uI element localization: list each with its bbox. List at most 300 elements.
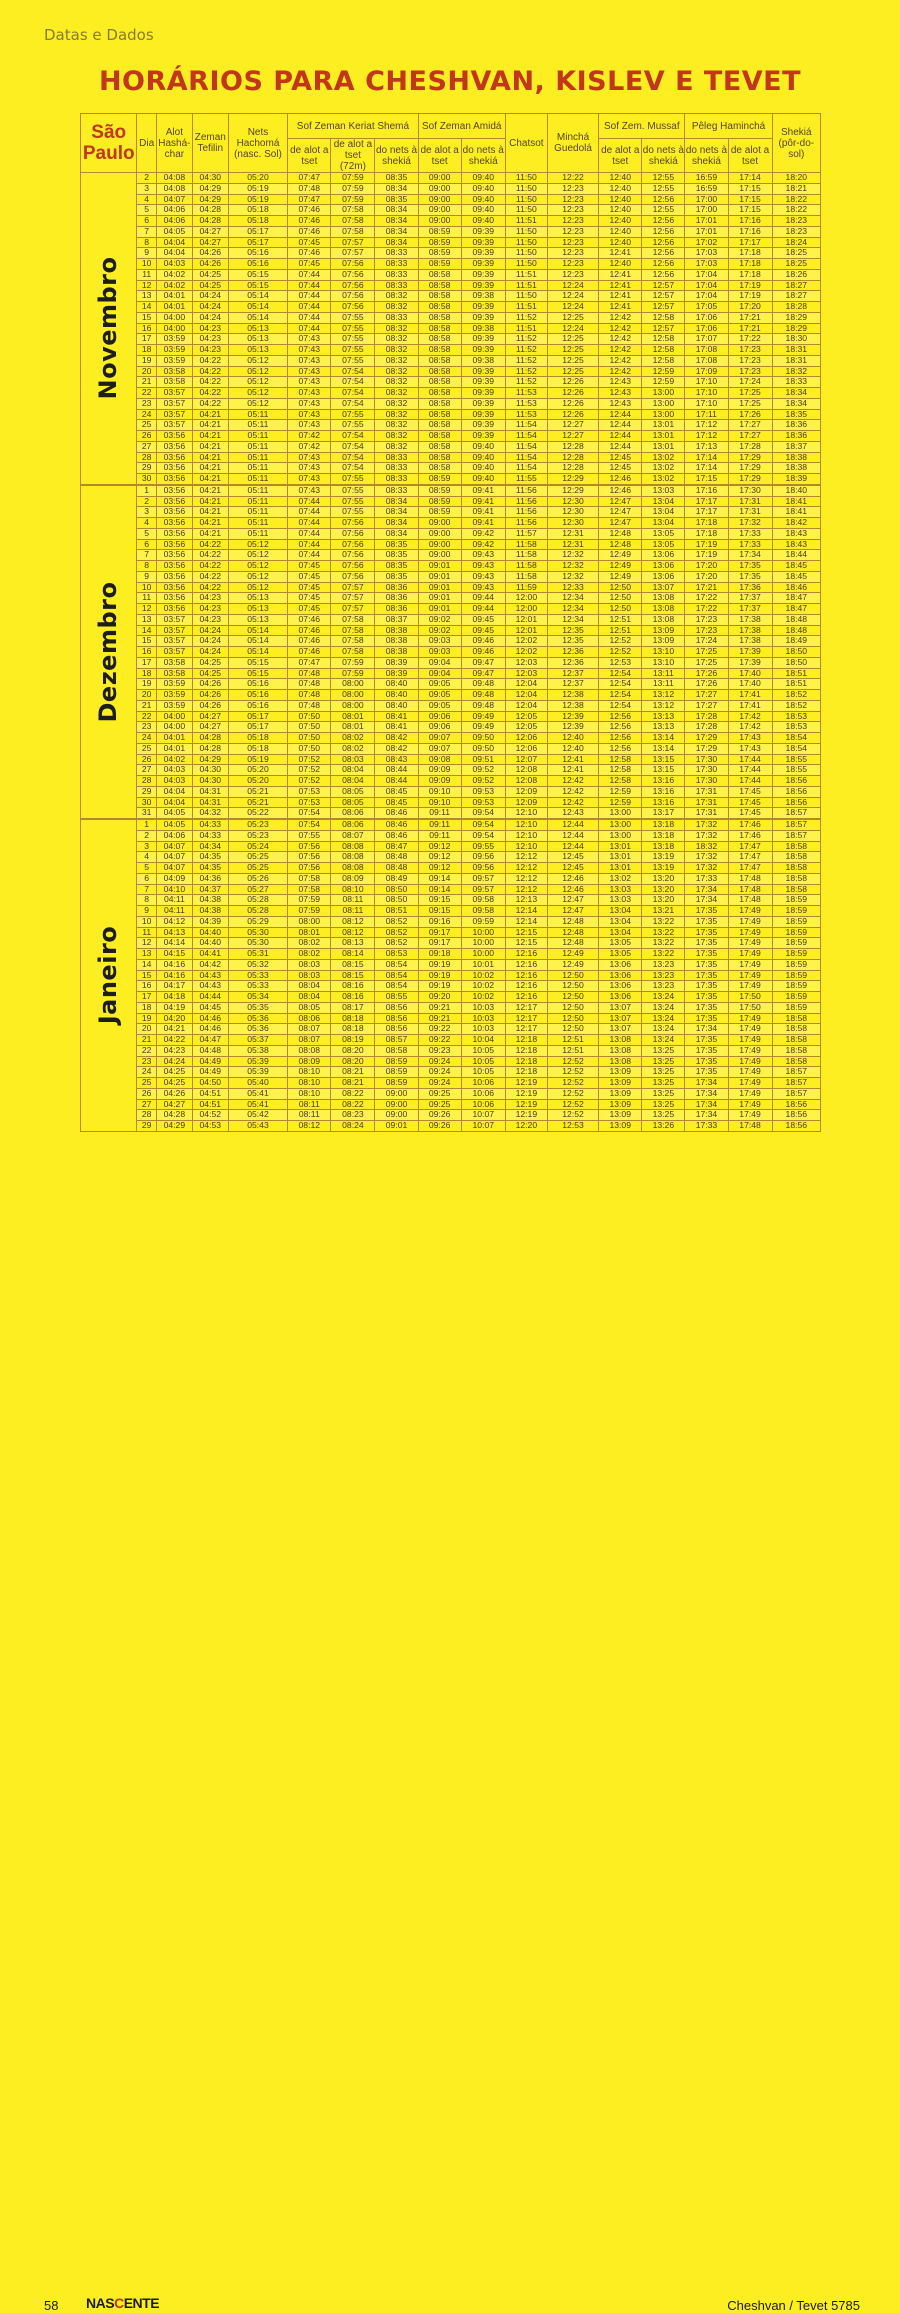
day-cell: 10	[137, 259, 156, 270]
time-cell: 03:56	[156, 431, 192, 442]
time-cell: 12:39	[547, 711, 598, 722]
time-cell: 09:46	[461, 647, 505, 658]
time-cell: 17:29	[728, 474, 772, 485]
time-cell: 09:39	[461, 259, 505, 270]
table-row	[81, 614, 821, 625]
day-cell: 22	[137, 711, 156, 722]
time-cell: 04:40	[192, 938, 228, 949]
time-cell: 17:49	[728, 1067, 772, 1078]
time-cell: 03:57	[156, 636, 192, 647]
time-cell: 08:56	[375, 1024, 418, 1035]
day-cell: 19	[137, 1013, 156, 1024]
time-cell: 09:56	[461, 852, 505, 863]
time-cell: 05:42	[228, 1110, 288, 1121]
time-cell: 09:40	[461, 463, 505, 474]
table-row	[81, 786, 821, 797]
time-cell: 05:34	[228, 992, 288, 1003]
table-row	[81, 280, 821, 291]
time-cell: 13:07	[599, 1013, 642, 1024]
day-cell: 8	[137, 895, 156, 906]
time-cell: 12:14	[505, 906, 547, 917]
time-cell: 17:35	[685, 916, 728, 927]
time-cell: 03:57	[156, 614, 192, 625]
time-cell: 03:56	[156, 474, 192, 485]
time-cell: 17:23	[685, 614, 728, 625]
subheader: do nets à shekiá	[642, 139, 685, 173]
time-cell: 05:11	[228, 463, 288, 474]
time-cell: 09:22	[418, 1035, 461, 1046]
time-cell: 04:26	[156, 1088, 192, 1099]
time-cell: 12:23	[547, 226, 598, 237]
time-cell: 08:35	[375, 173, 418, 184]
time-cell: 08:16	[331, 981, 375, 992]
time-cell: 08:34	[375, 507, 418, 518]
time-cell: 17:25	[685, 647, 728, 658]
time-cell: 18:58	[772, 1045, 820, 1056]
time-cell: 09:26	[418, 1110, 461, 1121]
time-cell: 04:28	[192, 743, 228, 754]
time-cell: 18:36	[772, 431, 820, 442]
time-cell: 18:43	[772, 528, 820, 539]
time-cell: 08:14	[331, 949, 375, 960]
time-cell: 18:23	[772, 216, 820, 227]
time-cell: 09:51	[461, 754, 505, 765]
time-cell: 12:49	[547, 949, 598, 960]
time-cell: 05:12	[228, 550, 288, 561]
time-cell: 12:28	[547, 441, 598, 452]
time-cell: 08:54	[375, 970, 418, 981]
day-cell: 21	[137, 377, 156, 388]
time-cell: 11:53	[505, 398, 547, 409]
time-cell: 07:56	[331, 302, 375, 313]
time-cell: 08:40	[375, 679, 418, 690]
table-row	[81, 647, 821, 658]
time-cell: 11:52	[505, 334, 547, 345]
time-cell: 09:39	[461, 237, 505, 248]
time-cell: 13:01	[599, 841, 642, 852]
time-cell: 08:04	[331, 765, 375, 776]
time-cell: 03:58	[156, 668, 192, 679]
time-cell: 12:16	[505, 959, 547, 970]
time-cell: 12:38	[547, 700, 598, 711]
time-cell: 04:26	[192, 700, 228, 711]
time-cell: 09:25	[418, 1088, 461, 1099]
time-cell: 08:00	[331, 700, 375, 711]
time-cell: 07:52	[288, 776, 331, 787]
time-cell: 08:32	[375, 366, 418, 377]
time-cell: 12:46	[547, 873, 598, 884]
time-cell: 09:39	[461, 269, 505, 280]
time-cell: 08:01	[331, 711, 375, 722]
time-cell: 08:32	[375, 398, 418, 409]
time-cell: 08:50	[375, 884, 418, 895]
time-cell: 12:31	[547, 528, 598, 539]
time-cell: 18:59	[772, 992, 820, 1003]
time-cell: 05:16	[228, 259, 288, 270]
time-cell: 09:17	[418, 927, 461, 938]
table-row	[81, 571, 821, 582]
time-cell: 04:03	[156, 259, 192, 270]
time-cell: 04:01	[156, 743, 192, 754]
time-cell: 12:40	[599, 226, 642, 237]
time-cell: 13:20	[642, 895, 685, 906]
time-cell: 07:46	[288, 205, 331, 216]
time-cell: 05:40	[228, 1078, 288, 1089]
time-cell: 07:54	[331, 452, 375, 463]
time-cell: 04:30	[192, 173, 228, 184]
time-cell: 13:06	[642, 550, 685, 561]
day-cell: 19	[137, 355, 156, 366]
time-cell: 18:57	[772, 1067, 820, 1078]
time-cell: 07:43	[288, 485, 331, 496]
table-row	[81, 593, 821, 604]
time-cell: 13:24	[642, 1013, 685, 1024]
time-cell: 04:25	[156, 1067, 192, 1078]
time-cell: 08:34	[375, 183, 418, 194]
time-cell: 05:11	[228, 528, 288, 539]
time-cell: 17:48	[728, 895, 772, 906]
time-cell: 07:56	[331, 539, 375, 550]
time-cell: 07:58	[331, 636, 375, 647]
day-cell: 17	[137, 657, 156, 668]
time-cell: 17:35	[685, 992, 728, 1003]
time-cell: 11:52	[505, 355, 547, 366]
time-cell: 07:50	[288, 722, 331, 733]
time-cell: 12:40	[599, 173, 642, 184]
time-cell: 07:47	[288, 173, 331, 184]
time-cell: 12:56	[599, 743, 642, 754]
time-cell: 18:45	[772, 561, 820, 572]
time-cell: 18:54	[772, 733, 820, 744]
time-cell: 18:47	[772, 593, 820, 604]
time-cell: 09:39	[461, 420, 505, 431]
time-cell: 12:05	[505, 722, 547, 733]
time-cell: 08:34	[375, 528, 418, 539]
time-cell: 12:36	[547, 657, 598, 668]
time-cell: 05:17	[228, 237, 288, 248]
time-cell: 18:56	[772, 1099, 820, 1110]
time-cell: 17:16	[728, 226, 772, 237]
time-cell: 07:58	[288, 884, 331, 895]
time-cell: 12:06	[505, 733, 547, 744]
time-cell: 09:17	[418, 938, 461, 949]
time-cell: 07:55	[288, 830, 331, 841]
time-cell: 13:01	[599, 863, 642, 874]
time-cell: 12:04	[505, 700, 547, 711]
time-cell: 09:39	[461, 377, 505, 388]
time-cell: 07:50	[288, 711, 331, 722]
time-cell: 09:44	[461, 604, 505, 615]
time-cell: 09:41	[461, 518, 505, 529]
time-cell: 13:01	[642, 420, 685, 431]
time-cell: 18:27	[772, 280, 820, 291]
header-zeman-tefilin: Zeman Tefilin	[192, 114, 228, 173]
time-cell: 11:54	[505, 431, 547, 442]
time-cell: 05:35	[228, 1002, 288, 1013]
time-cell: 09:08	[418, 754, 461, 765]
time-cell: 12:40	[599, 205, 642, 216]
time-cell: 04:22	[192, 561, 228, 572]
time-cell: 07:59	[288, 906, 331, 917]
day-cell: 23	[137, 1056, 156, 1067]
header-shekia: Shekiá (pôr-do-sol)	[772, 114, 820, 173]
header-pleg: Pêleg Haminchá	[685, 114, 772, 139]
time-cell: 12:47	[547, 895, 598, 906]
time-cell: 09:15	[418, 906, 461, 917]
time-cell: 13:04	[599, 916, 642, 927]
time-cell: 09:05	[418, 679, 461, 690]
time-cell: 04:23	[192, 345, 228, 356]
time-cell: 12:32	[547, 571, 598, 582]
time-cell: 07:48	[288, 700, 331, 711]
time-cell: 12:16	[505, 981, 547, 992]
time-cell: 13:09	[599, 1110, 642, 1121]
time-cell: 12:15	[505, 927, 547, 938]
time-cell: 17:04	[685, 280, 728, 291]
time-cell: 03:56	[156, 561, 192, 572]
time-cell: 18:25	[772, 248, 820, 259]
day-cell: 24	[137, 1067, 156, 1078]
time-cell: 09:39	[461, 398, 505, 409]
time-cell: 11:50	[505, 183, 547, 194]
time-cell: 12:01	[505, 614, 547, 625]
time-cell: 05:30	[228, 927, 288, 938]
time-cell: 03:59	[156, 679, 192, 690]
time-cell: 07:59	[331, 183, 375, 194]
time-cell: 12:41	[599, 248, 642, 259]
day-cell: 20	[137, 690, 156, 701]
table-row	[81, 226, 821, 237]
time-cell: 13:00	[642, 388, 685, 399]
time-cell: 12:42	[547, 776, 598, 787]
time-cell: 13:24	[642, 992, 685, 1003]
time-cell: 13:04	[642, 496, 685, 507]
time-cell: 08:59	[375, 1056, 418, 1067]
time-cell: 12:25	[547, 355, 598, 366]
time-cell: 03:58	[156, 366, 192, 377]
time-cell: 05:11	[228, 409, 288, 420]
time-cell: 04:21	[192, 474, 228, 485]
time-cell: 12:27	[547, 431, 598, 442]
time-cell: 18:58	[772, 1035, 820, 1046]
time-cell: 09:01	[418, 571, 461, 582]
time-cell: 04:03	[156, 776, 192, 787]
header-nets: Nets Hachomá (nasc. Sol)	[228, 114, 288, 173]
time-cell: 13:06	[599, 959, 642, 970]
time-cell: 18:50	[772, 657, 820, 668]
day-cell: 7	[137, 226, 156, 237]
time-cell: 04:31	[192, 797, 228, 808]
time-cell: 07:56	[331, 561, 375, 572]
table-row	[81, 711, 821, 722]
time-cell: 03:56	[156, 496, 192, 507]
time-cell: 17:41	[728, 700, 772, 711]
time-cell: 07:44	[288, 269, 331, 280]
time-cell: 07:48	[288, 690, 331, 701]
time-cell: 13:09	[599, 1078, 642, 1089]
time-cell: 18:43	[772, 539, 820, 550]
time-cell: 09:00	[375, 1099, 418, 1110]
time-cell: 08:39	[375, 657, 418, 668]
time-cell: 12:26	[547, 377, 598, 388]
time-cell: 12:42	[547, 786, 598, 797]
time-cell: 04:25	[192, 668, 228, 679]
time-cell: 08:58	[418, 420, 461, 431]
time-cell: 07:59	[331, 194, 375, 205]
time-cell: 05:11	[228, 485, 288, 496]
time-cell: 17:26	[685, 668, 728, 679]
time-cell: 12:01	[505, 625, 547, 636]
time-cell: 09:00	[418, 183, 461, 194]
time-cell: 05:27	[228, 884, 288, 895]
month-cell	[81, 173, 137, 485]
table-row	[81, 819, 821, 830]
time-cell: 13:19	[642, 852, 685, 863]
time-cell: 12:40	[547, 743, 598, 754]
time-cell: 17:35	[685, 981, 728, 992]
time-cell: 12:16	[505, 992, 547, 1003]
day-cell: 25	[137, 420, 156, 431]
time-cell: 07:48	[288, 668, 331, 679]
time-cell: 08:09	[331, 873, 375, 884]
time-cell: 12:18	[505, 1045, 547, 1056]
table-header	[81, 114, 821, 173]
time-cell: 18:51	[772, 679, 820, 690]
time-cell: 17:39	[728, 647, 772, 658]
time-cell: 08:59	[418, 474, 461, 485]
time-cell: 12:41	[599, 280, 642, 291]
time-cell: 09:50	[461, 743, 505, 754]
time-cell: 08:33	[375, 485, 418, 496]
time-cell: 07:57	[331, 604, 375, 615]
time-cell: 09:06	[418, 711, 461, 722]
time-cell: 08:40	[375, 690, 418, 701]
time-cell: 17:33	[728, 528, 772, 539]
time-cell: 17:19	[728, 280, 772, 291]
time-cell: 08:58	[418, 302, 461, 313]
time-cell: 04:15	[156, 949, 192, 960]
time-cell: 17:08	[685, 355, 728, 366]
time-cell: 12:55	[642, 173, 685, 184]
time-cell: 18:42	[772, 518, 820, 529]
time-cell: 12:48	[547, 938, 598, 949]
time-cell: 04:02	[156, 269, 192, 280]
time-cell: 12:23	[547, 194, 598, 205]
time-cell: 07:47	[288, 657, 331, 668]
time-cell: 12:58	[642, 312, 685, 323]
time-cell: 13:01	[642, 441, 685, 452]
time-cell: 08:48	[375, 852, 418, 863]
time-cell: 12:23	[547, 248, 598, 259]
flame-icon: C	[114, 2295, 124, 2311]
time-cell: 12:45	[547, 852, 598, 863]
time-cell: 07:54	[331, 441, 375, 452]
time-cell: 11:54	[505, 463, 547, 474]
day-cell: 26	[137, 754, 156, 765]
time-cell: 04:21	[192, 507, 228, 518]
time-cell: 17:40	[728, 668, 772, 679]
time-cell: 08:20	[331, 1056, 375, 1067]
time-cell: 09:57	[461, 884, 505, 895]
time-cell: 18:58	[772, 1056, 820, 1067]
time-cell: 09:21	[418, 1013, 461, 1024]
time-cell: 18:59	[772, 949, 820, 960]
time-cell: 07:45	[288, 593, 331, 604]
time-cell: 12:25	[547, 334, 598, 345]
time-cell: 12:12	[505, 852, 547, 863]
time-cell: 17:04	[685, 269, 728, 280]
time-cell: 07:46	[288, 647, 331, 658]
day-cell: 25	[137, 743, 156, 754]
time-cell: 17:35	[685, 1056, 728, 1067]
time-cell: 05:12	[228, 355, 288, 366]
time-cell: 17:28	[685, 711, 728, 722]
time-cell: 04:17	[156, 981, 192, 992]
time-cell: 07:55	[331, 496, 375, 507]
time-cell: 17:19	[685, 539, 728, 550]
day-cell: 18	[137, 668, 156, 679]
time-cell: 12:50	[547, 1013, 598, 1024]
time-cell: 07:45	[288, 582, 331, 593]
table-row	[81, 679, 821, 690]
time-cell: 13:09	[642, 636, 685, 647]
time-cell: 12:12	[505, 863, 547, 874]
time-cell: 09:44	[461, 593, 505, 604]
time-cell: 08:32	[375, 323, 418, 334]
time-cell: 13:08	[599, 1045, 642, 1056]
time-cell: 10:00	[461, 927, 505, 938]
time-cell: 04:24	[192, 302, 228, 313]
time-cell: 04:05	[156, 819, 192, 830]
month-label: Janeiro	[93, 926, 122, 1025]
time-cell: 08:11	[331, 895, 375, 906]
time-cell: 04:51	[192, 1088, 228, 1099]
subheader: do nets à shekiá	[685, 139, 728, 173]
time-cell: 12:52	[547, 1067, 598, 1078]
time-cell: 08:07	[288, 1035, 331, 1046]
time-cell: 12:51	[547, 1035, 598, 1046]
time-cell: 08:47	[375, 841, 418, 852]
time-cell: 17:45	[728, 797, 772, 808]
time-cell: 04:00	[156, 722, 192, 733]
time-cell: 12:25	[547, 366, 598, 377]
time-cell: 08:58	[418, 366, 461, 377]
table-row	[81, 949, 821, 960]
table-row	[81, 668, 821, 679]
table-row	[81, 183, 821, 194]
time-cell: 07:43	[288, 474, 331, 485]
time-cell: 07:46	[288, 226, 331, 237]
time-cell: 04:04	[156, 248, 192, 259]
table-row	[81, 604, 821, 615]
time-cell: 05:15	[228, 269, 288, 280]
time-cell: 08:03	[288, 959, 331, 970]
time-cell: 08:39	[375, 668, 418, 679]
time-cell: 17:29	[685, 743, 728, 754]
time-cell: 12:42	[599, 366, 642, 377]
time-cell: 09:00	[418, 194, 461, 205]
month-label: Dezembro	[93, 581, 122, 723]
time-cell: 17:49	[728, 1056, 772, 1067]
time-cell: 08:58	[418, 409, 461, 420]
time-cell: 12:24	[547, 291, 598, 302]
time-cell: 12:47	[599, 496, 642, 507]
time-cell: 05:19	[228, 183, 288, 194]
time-cell: 05:28	[228, 895, 288, 906]
time-cell: 13:06	[642, 571, 685, 582]
time-cell: 08:10	[288, 1088, 331, 1099]
time-cell: 12:18	[505, 1056, 547, 1067]
